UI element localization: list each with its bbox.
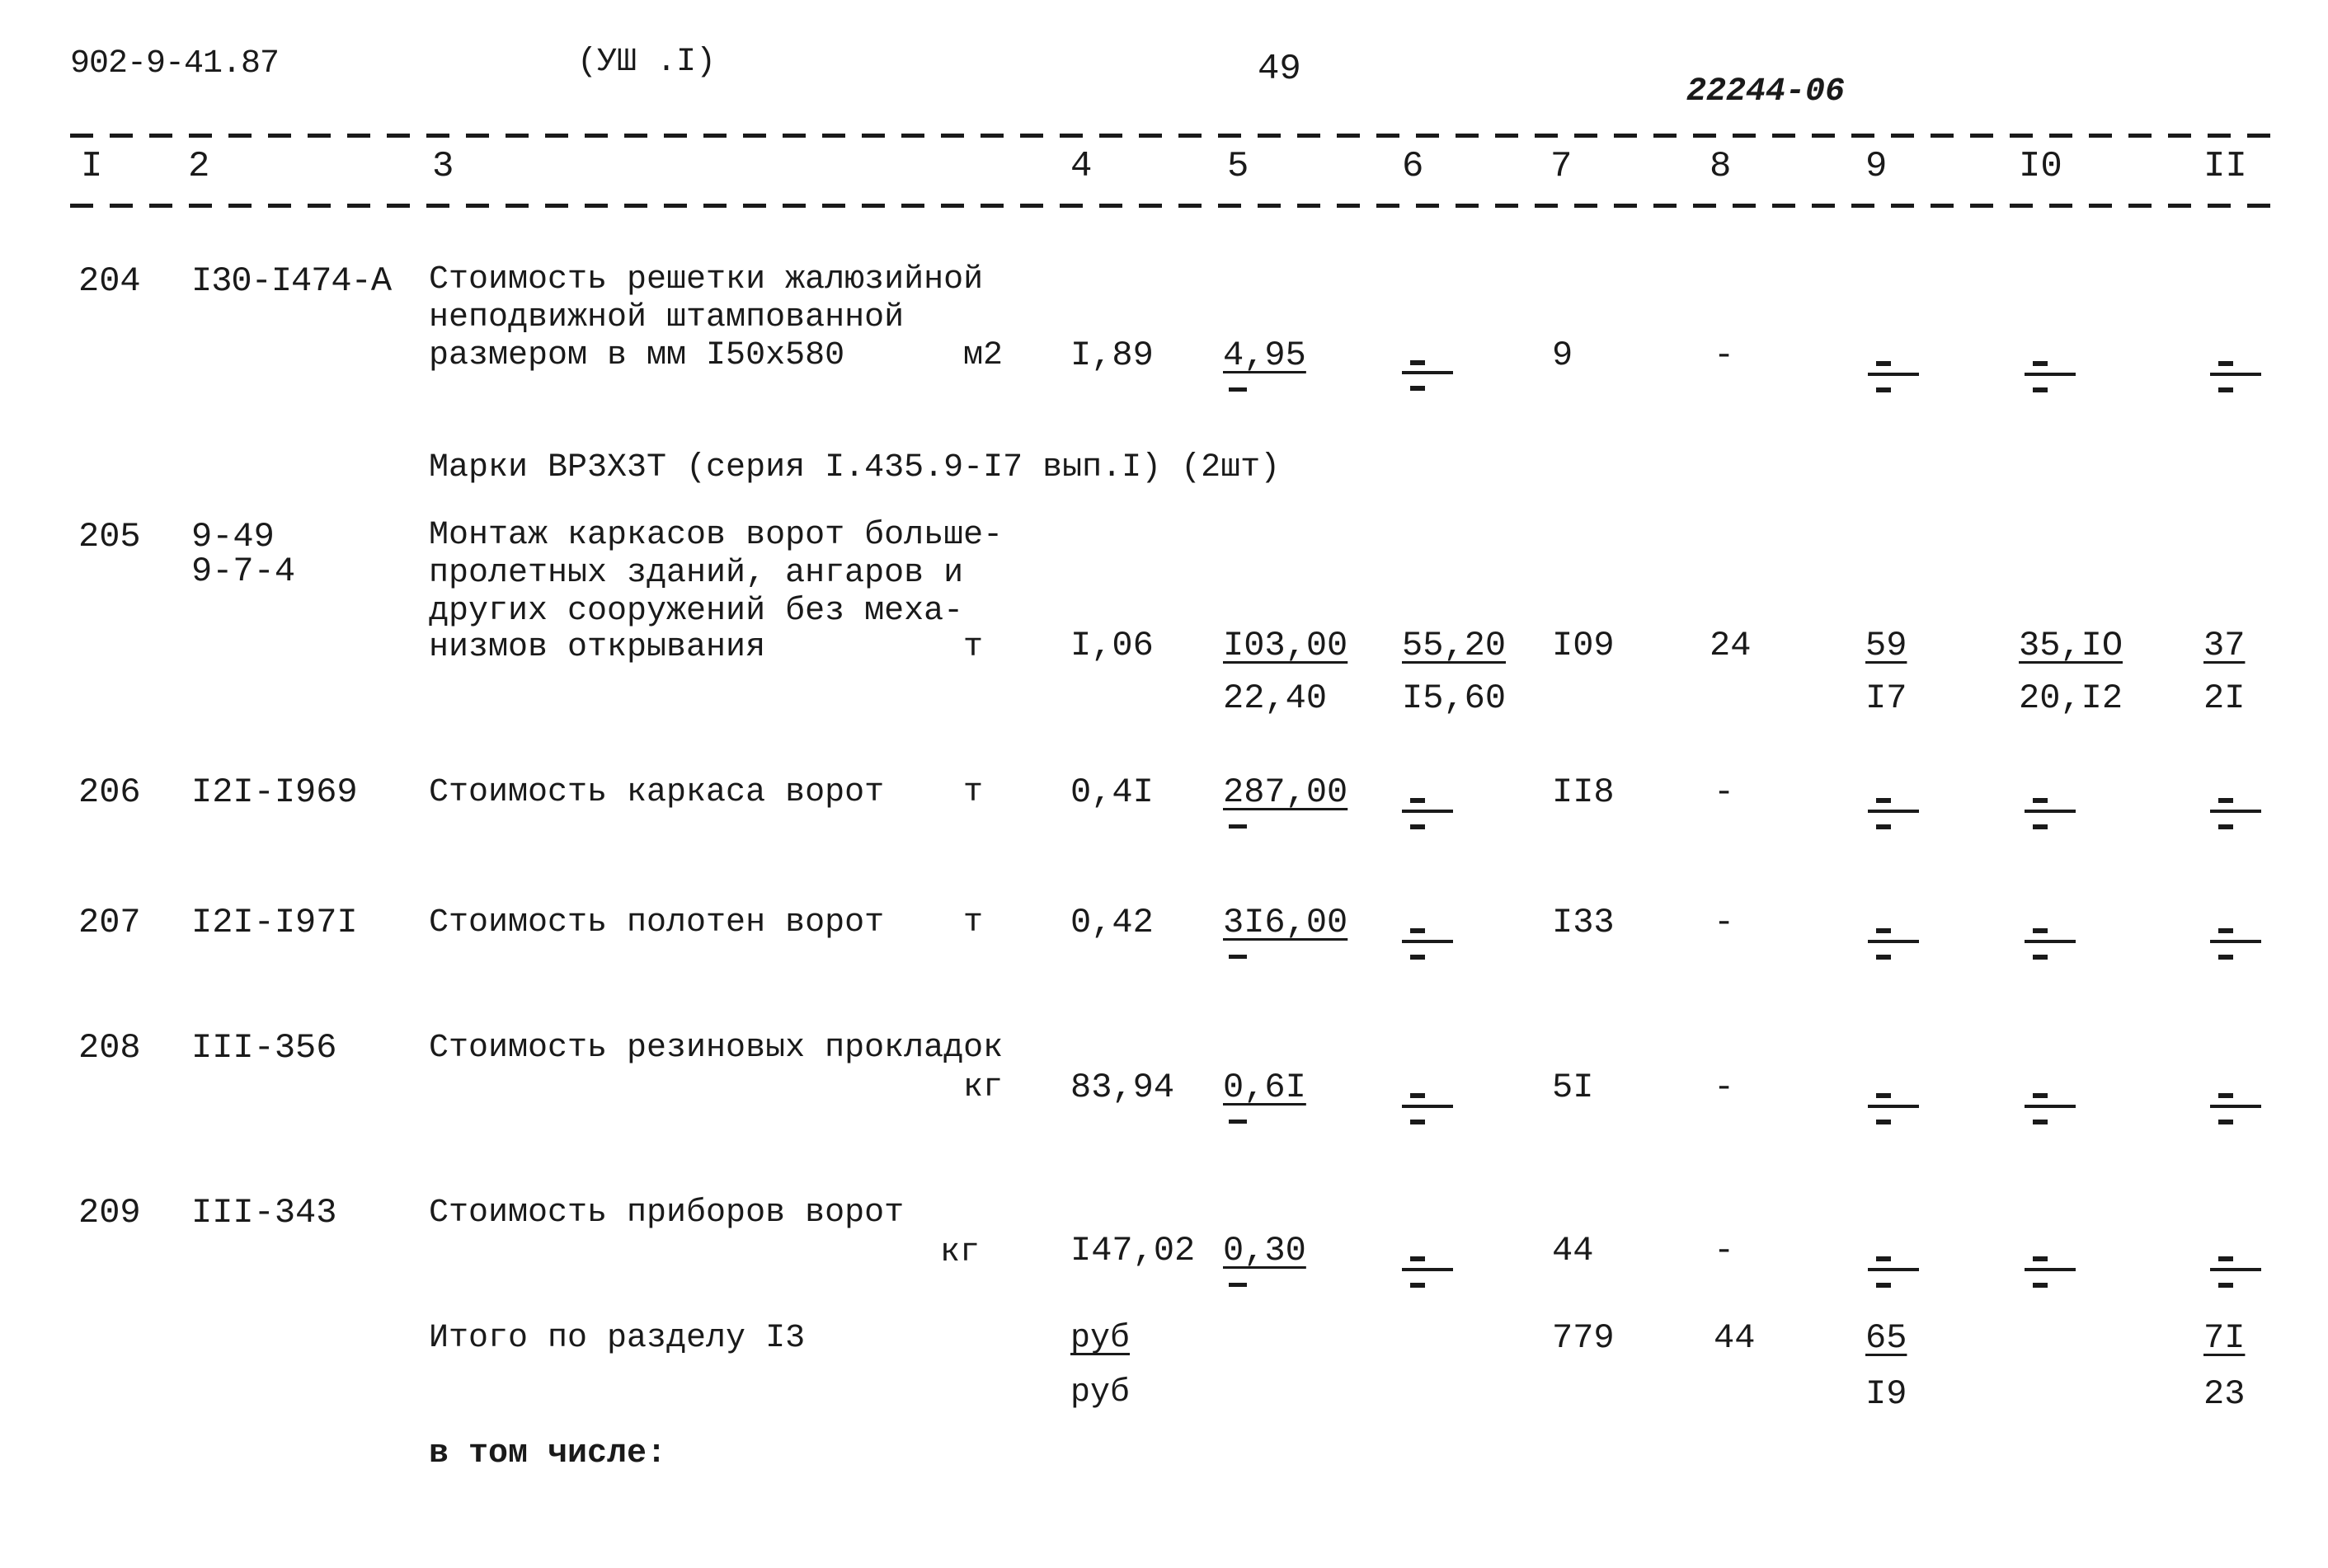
empty-cell-mark [2210,940,2261,943]
col-header-11: II [2203,146,2247,187]
row-unit-price: 4,95 [1223,336,1306,375]
album-label: (УШ .I) [577,44,717,81]
row-col8: - [1714,1068,1735,1107]
row-description: неподвижной штампованной [429,299,905,336]
row-col6-wages: I5,60 [1402,678,1507,718]
row-code: I2I-I969 [191,772,358,812]
empty-cell-mark [2210,1268,2261,1271]
row-unit-price: I03,00 [1223,626,1348,665]
row-number: 207 [78,903,141,942]
total-col11: 7I [2203,1318,2246,1358]
total-unit: руб [1070,1320,1131,1357]
row-number: 206 [78,772,141,812]
row-number: 208 [78,1028,141,1068]
row-unit-price: 287,00 [1223,772,1348,812]
empty-cell-mark [1868,1268,1919,1271]
row-col11: 37 [2203,626,2246,665]
header-rule-top [70,134,2280,138]
price-dash [1229,1283,1247,1287]
total-col8: 44 [1714,1318,1756,1358]
row-col8: 24 [1710,626,1752,665]
row-description: других сооружений без меха- [429,593,964,630]
col-header-7: 7 [1550,146,1573,187]
row-description: Стоимость каркаса ворот [429,774,885,811]
row-quantity: I,06 [1070,626,1154,665]
price-dash [1229,824,1247,829]
row-total: 9 [1552,336,1573,375]
row-unit: т [963,904,984,941]
row-quantity: I,89 [1070,336,1154,375]
stamp-number: 22244-06 [1686,73,1846,110]
empty-cell-mark [1402,1105,1453,1108]
row-col8: - [1714,903,1735,942]
row-description: низмов открывания [429,629,766,666]
row-unit: м2 [963,337,1004,374]
row-quantity: 83,94 [1070,1068,1175,1107]
row-unit-price: 3I6,00 [1223,903,1348,942]
empty-cell-mark [1868,1105,1919,1108]
row-total: 44 [1552,1231,1594,1270]
row-total: I09 [1552,626,1615,665]
row-col8: - [1714,1231,1735,1270]
row-quantity: 0,4I [1070,772,1154,812]
row-code: I2I-I97I [191,903,358,942]
row-col10-wages: 20,I2 [2019,678,2123,718]
col-header-6: 6 [1402,146,1424,187]
row-unit: кг [963,1069,1004,1106]
doc-code: 902-9-41.87 [70,45,280,82]
empty-cell-mark [2025,940,2076,943]
row-total: 5I [1552,1068,1594,1107]
empty-cell-mark [2025,810,2076,813]
row-unit: кг [940,1234,981,1271]
col-header-1: I [81,146,103,187]
row-col10: 35,IO [2019,626,2123,665]
empty-cell-mark [1868,373,1919,376]
total-col11-wages: 23 [2203,1374,2246,1414]
row-unit: т [963,629,984,666]
row-unit-price: 0,30 [1223,1231,1306,1270]
row-unit: т [963,774,984,811]
row-number: 205 [78,517,141,556]
header-rule-bottom [70,204,2280,208]
total-col9: 65 [1865,1318,1907,1358]
row-col8: - [1714,336,1735,375]
empty-cell-mark [1402,810,1453,813]
empty-cell-mark [1402,371,1453,374]
row-unit-price-wages: 22,40 [1223,678,1328,718]
row-col8: - [1714,772,1735,812]
empty-cell-mark [2025,1268,2076,1271]
empty-cell-mark [2210,1105,2261,1108]
row-total: II8 [1552,772,1615,812]
row-description: Стоимость решетки жалюзийной [429,261,984,298]
empty-cell-mark [2210,810,2261,813]
row-quantity: I47,02 [1070,1231,1196,1270]
empty-cell-mark [1402,940,1453,943]
row-description: размером в мм I50x580 [429,337,845,374]
price-dash [1229,1120,1247,1124]
including-label: в том числе: [429,1435,667,1472]
price-dash [1229,955,1247,959]
col-header-8: 8 [1710,146,1732,187]
row-description: пролетных зданий, ангаров и [429,555,964,592]
row-number: 204 [78,261,141,301]
row-code: I30-I474-A [191,261,392,301]
empty-cell-mark [1868,940,1919,943]
empty-cell-mark [1402,1268,1453,1271]
col-header-3: 3 [432,146,454,187]
price-dash [1229,387,1247,392]
total-label: Итого по разделу I3 [429,1320,806,1357]
row-code: III-343 [191,1193,337,1232]
empty-cell-mark [2210,373,2261,376]
row-col9: 59 [1865,626,1907,665]
empty-cell-mark [1868,810,1919,813]
page-number: 49 [1258,49,1301,90]
empty-cell-mark [2025,373,2076,376]
row-code: 9-49 [191,517,275,556]
col-header-9: 9 [1865,146,1888,187]
row-col6: 55,20 [1402,626,1507,665]
row-col11-wages: 2I [2203,678,2246,718]
row-code-secondary: 9-7-4 [191,552,296,591]
row-description: Стоимость приборов ворот [429,1195,905,1232]
row-description: Стоимость полотен ворот [429,904,885,941]
row-quantity: 0,42 [1070,903,1154,942]
row-number: 209 [78,1193,141,1232]
section-note: Марки ВР3Х3Т (серия I.435.9-I7 вып.I) (2шт) [429,449,1281,486]
col-header-4: 4 [1070,146,1093,187]
empty-cell-mark [2025,1105,2076,1108]
row-description: Стоимость резиновых прокладок [429,1030,1004,1067]
col-header-2: 2 [188,146,210,187]
row-description: Монтаж каркасов ворот больше- [429,517,1004,554]
col-header-5: 5 [1227,146,1249,187]
total-col9-wages: I9 [1865,1374,1907,1414]
row-total: I33 [1552,903,1615,942]
total-col7: 779 [1552,1318,1615,1358]
row-code: III-356 [191,1028,337,1068]
row-col9-wages: I7 [1865,678,1907,718]
row-unit-price: 0,6I [1223,1068,1306,1107]
col-header-10: I0 [2019,146,2062,187]
total-unit-wages: руб [1070,1374,1131,1411]
